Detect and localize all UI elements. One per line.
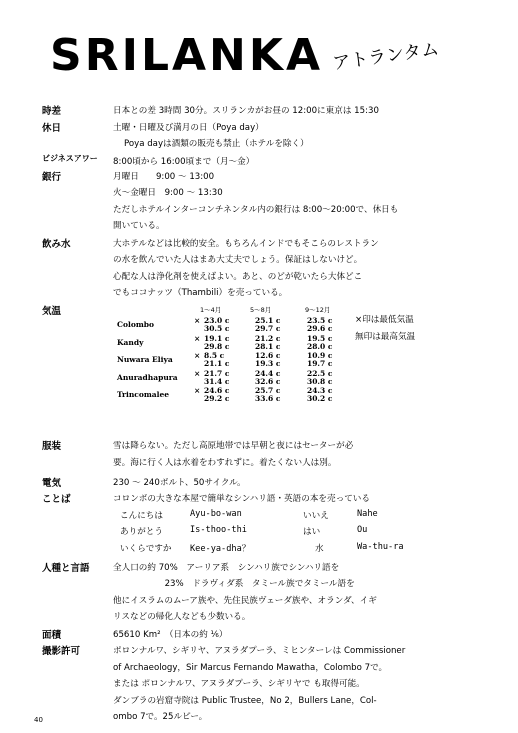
text-banks-2: 火〜金曜日 9:00 〜 13:30 (113, 188, 223, 198)
phrase-jp-2: ありがとう (120, 527, 163, 537)
climate-value: 25.7 c (255, 386, 281, 395)
label-photo-permit: 撮影許可 (42, 646, 81, 657)
climate-value: 24.4 c (255, 368, 281, 378)
climate-value: 31.4 c (204, 376, 230, 386)
climate-value: 23.0 c (204, 316, 230, 325)
climate-value: 22.5 c (307, 368, 333, 378)
phrase-sin2-3: Wa-thu-ra (357, 542, 404, 552)
text-photo-4: ダンブラの岩窟寺院は Public Trustee，No 2，Bullers Lane，Col- (113, 696, 377, 706)
label-electricity: 電気 (42, 478, 62, 489)
text-language: コロンボの大きな本屋で簡単なシンハリ語・英語の本を売っている (113, 494, 370, 504)
text-area: 65610 Km² （日本の約 ⅙） (113, 630, 228, 640)
label-area: 面積 (42, 630, 62, 641)
label-business-hours: ビジネスアワー (42, 154, 98, 163)
text-photo-3: または ポロンナルワ、アヌラダプーラ、シギリヤで も取得可能。 (113, 679, 365, 689)
climate-min-mark: × (194, 368, 201, 378)
label-climate: 気温 (42, 306, 62, 317)
climate-value: 10.9 c (307, 351, 333, 360)
climate-value: 29.6 c (307, 324, 333, 333)
text-banks-4: 開いている。 (113, 221, 165, 231)
text-ethnicity-4: リスなどの帰化人なども少数いる。 (113, 612, 251, 622)
climate-min-mark: × (194, 333, 201, 343)
climate-value: 24.3 c (307, 386, 333, 395)
page-number: 40 (34, 716, 43, 724)
text-holidays-2: Poya dayは酒類の販売も禁止（ホテルを除く） (124, 139, 309, 149)
label-holidays: 休日 (42, 123, 62, 134)
climate-header-2: 5〜8月 (250, 306, 272, 314)
climate-value: 33.6 c (255, 394, 281, 403)
climate-value: 23.5 c (307, 316, 333, 325)
climate-min-mark: × (194, 351, 201, 360)
phrase-jp-1: こんにちは (120, 511, 163, 521)
page-title: SRILANKA (50, 30, 324, 81)
phrase-sin-1: Ayu-bo-wan (190, 509, 242, 519)
phrase-sin2-2: Ou (357, 525, 368, 535)
phrase-jp2-1: いいえ (303, 511, 329, 521)
climate-min-mark: × (194, 386, 201, 395)
climate-value: 29.7 c (255, 324, 281, 333)
text-photo-1: ポロンナルワ、シギリヤ、アヌラダプーラ、ミヒンターレは Commissioner (113, 646, 406, 656)
climate-value: 19.1 c (204, 333, 230, 343)
text-electricity: 230 〜 240ボルト、50サイクル。 (113, 478, 246, 488)
climate-header-3: 9〜12月 (305, 306, 331, 314)
label-clothing: 服装 (42, 441, 62, 452)
climate-min-mark: × (194, 316, 201, 325)
climate-value: 25.1 c (255, 316, 281, 325)
text-photo-5: ombo 7で。25ルピー。 (113, 712, 208, 722)
label-language: ことば (42, 494, 71, 505)
text-ethnicity-2: 23% ドラヴィダ系 タミール族でタミール語を (113, 579, 355, 589)
climate-city: Colombo (117, 320, 155, 329)
climate-value: 30.2 c (307, 394, 333, 403)
climate-value: 24.6 c (204, 386, 230, 395)
climate-value: 29.8 c (204, 341, 230, 351)
climate-city: Anuradhapura (117, 372, 178, 382)
phrase-sin-3: Kee-ya-dha？ (190, 544, 251, 554)
label-time-difference: 時差 (42, 106, 62, 117)
climate-value: 8.5 c (204, 351, 225, 360)
label-water: 飲み水 (42, 239, 71, 250)
climate-value: 29.2 c (204, 394, 230, 403)
text-holidays-1: 土曜・日曜及び満月の日（Poya day） (113, 123, 264, 133)
text-clothing-1: 雪は降らない。ただし高原地帯では早朝と夜にはセーターが必 (113, 441, 354, 451)
climate-value: 30.8 c (307, 376, 333, 386)
label-banks: 銀行 (42, 172, 62, 183)
text-photo-2: of Archaeology，Sir Marcus Fernando Mawatha，Colombo 7で。 (113, 663, 388, 673)
climate-value: 19.3 c (255, 359, 281, 368)
climate-city: Kandy (117, 337, 144, 347)
climate-city: Nuwara Eliya (117, 355, 173, 364)
climate-header-1: 1〜4月 (200, 306, 222, 314)
text-business-hours: 8:00頃から 16:00頃まで（月〜金） (113, 157, 255, 167)
climate-value: 21.1 c (204, 359, 230, 368)
climate-value: 30.5 c (204, 324, 230, 333)
text-clothing-2: 要。海に行く人は水着をわすれずに。着たくない人は別。 (113, 458, 337, 468)
climate-value: 28.1 c (255, 341, 281, 351)
climate-city: Trincomalee (117, 390, 170, 399)
climate-value: 28.0 c (307, 341, 333, 351)
phrase-sin-2: Is-thoo-thi (190, 525, 247, 535)
climate-value: 21.7 c (204, 368, 230, 378)
page-subtitle: アトランタム (331, 38, 441, 75)
climate-value: 32.6 c (255, 376, 281, 386)
climate-value: 19.7 c (307, 359, 333, 368)
text-water-4: でもココナッツ（Thambili）を売っている。 (113, 288, 288, 298)
label-ethnicity: 人種と言語 (42, 563, 90, 574)
climate-legend-max: 無印は最高気温 (355, 332, 416, 342)
text-ethnicity-3: 他にイスラムのムーア族や、先住民族ヴェーダ族や、オランダ、イギ (113, 596, 377, 606)
phrase-jp-3: いくらですか (120, 544, 172, 554)
climate-value: 21.2 c (255, 333, 281, 343)
climate-value: 19.5 c (307, 333, 333, 343)
phrase-jp2-2: はい (303, 527, 321, 537)
text-ethnicity-1: 全人口の約 70% アーリア系 シンハリ族でシンハリ語を (113, 563, 340, 573)
text-water-3: 心配な人は浄化剤を使えばよい。あと、のどが乾いたら大体どこ (113, 272, 363, 282)
text-banks-3: ただしホテルインターコンチネンタル内の銀行は 8:00〜20:00で、休日も (113, 205, 399, 215)
phrase-sin2-1: Nahe (357, 509, 378, 519)
climate-value: 12.6 c (255, 351, 281, 360)
text-water-2: の水を飲んでいた人はまあ大丈夫でしょう。保証はしないけど。 (113, 255, 363, 265)
text-banks-1: 月曜日 9:00 〜 13:00 (113, 172, 215, 182)
climate-legend-min: ×印は最低気温 (355, 315, 414, 325)
phrase-jp2-3: 水 (315, 544, 324, 554)
text-water-1: 大ホテルなどは比較的安全。もちろんインドでもそこらのレストラン (113, 239, 379, 249)
text-time-difference: 日本との差 3時間 30分。スリランカがお昼の 12:00に東京は 15:30 (113, 106, 379, 116)
